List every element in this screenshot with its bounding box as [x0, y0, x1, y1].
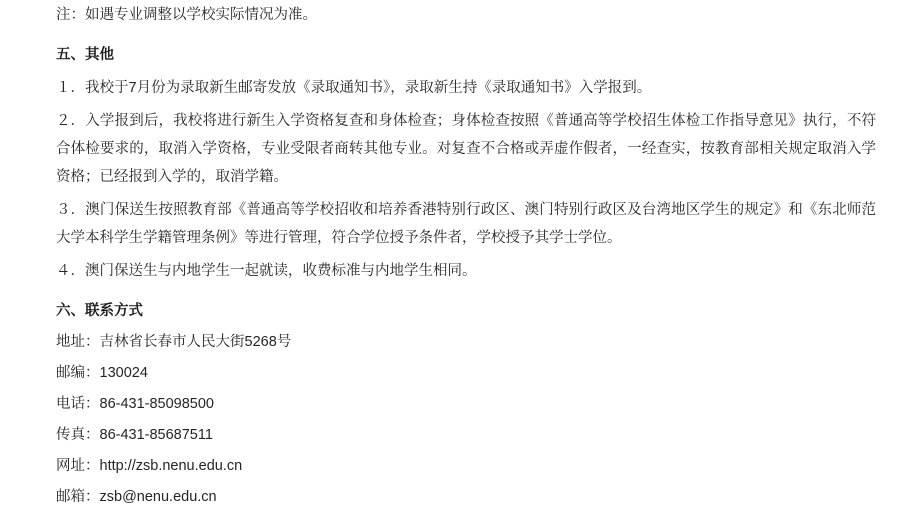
contact-fax-label: 传真： [56, 427, 100, 443]
contact-email-label: 邮箱： [56, 489, 100, 505]
contact-postcode-value: 130024 [99, 365, 148, 381]
contact-website-label: 网址： [56, 458, 100, 474]
contact-website-value[interactable]: http://zsb.nenu.edu.cn [99, 458, 243, 474]
contact-phone-label: 电话： [56, 396, 100, 412]
contact-fax-value: 86-431-85687511 [99, 427, 213, 443]
contact-postcode-label: 邮编： [56, 365, 100, 381]
section-other-item-1: １．我校于7月份为录取新生邮寄发放《录取通知书》，录取新生持《录取通知书》入学报到。 [56, 80, 652, 96]
contact-address-value: 吉林省长春市人民大街5268号 [99, 334, 292, 350]
contact-website [28, 449, 876, 480]
contact-email-value[interactable]: zsb@nenu.edu.cn [99, 489, 217, 505]
contact-phone [28, 387, 876, 418]
section-heading-contact: 六、联系方式 [56, 303, 143, 319]
contact-email [28, 480, 876, 511]
contact-address-label: 地址： [56, 334, 100, 350]
section-other-item-3: ３．澳门保送生按照教育部《普通高等学校招收和培养香港特别行政区、澳门特别行政区及台湾地区学生的规定》和《东北师范大学本科学生学籍管理条例》等进行管理，符合学位授予条件者，学校授予其学士学位。 [56, 202, 876, 246]
contact-phone-value: 86-431-85098500 [99, 396, 214, 412]
contact-fax [28, 418, 876, 449]
contact-postcode [28, 356, 876, 387]
note-paragraph: 注：如遇专业调整以学校实际情况为准。 [56, 7, 317, 23]
section-other-item-2: ２．入学报到后，我校将进行新生入学资格复查和身体检查；身体检查按照《普通高等学校招生体检工作指导意见》执行，不符合体检要求的，取消入学资格，专业受限者商转其他专业。对复查不合格或弄虚作假者，一经查实，按教育部相关规定取消入学资格；已经报到入学的，取消学籍。 [56, 113, 876, 185]
contact-address [28, 325, 876, 356]
section-other-item-4: ４．澳门保送生与内地学生一起就读，收费标准与内地学生相同。 [56, 263, 477, 279]
section-heading-other: 五、其他 [56, 47, 114, 63]
